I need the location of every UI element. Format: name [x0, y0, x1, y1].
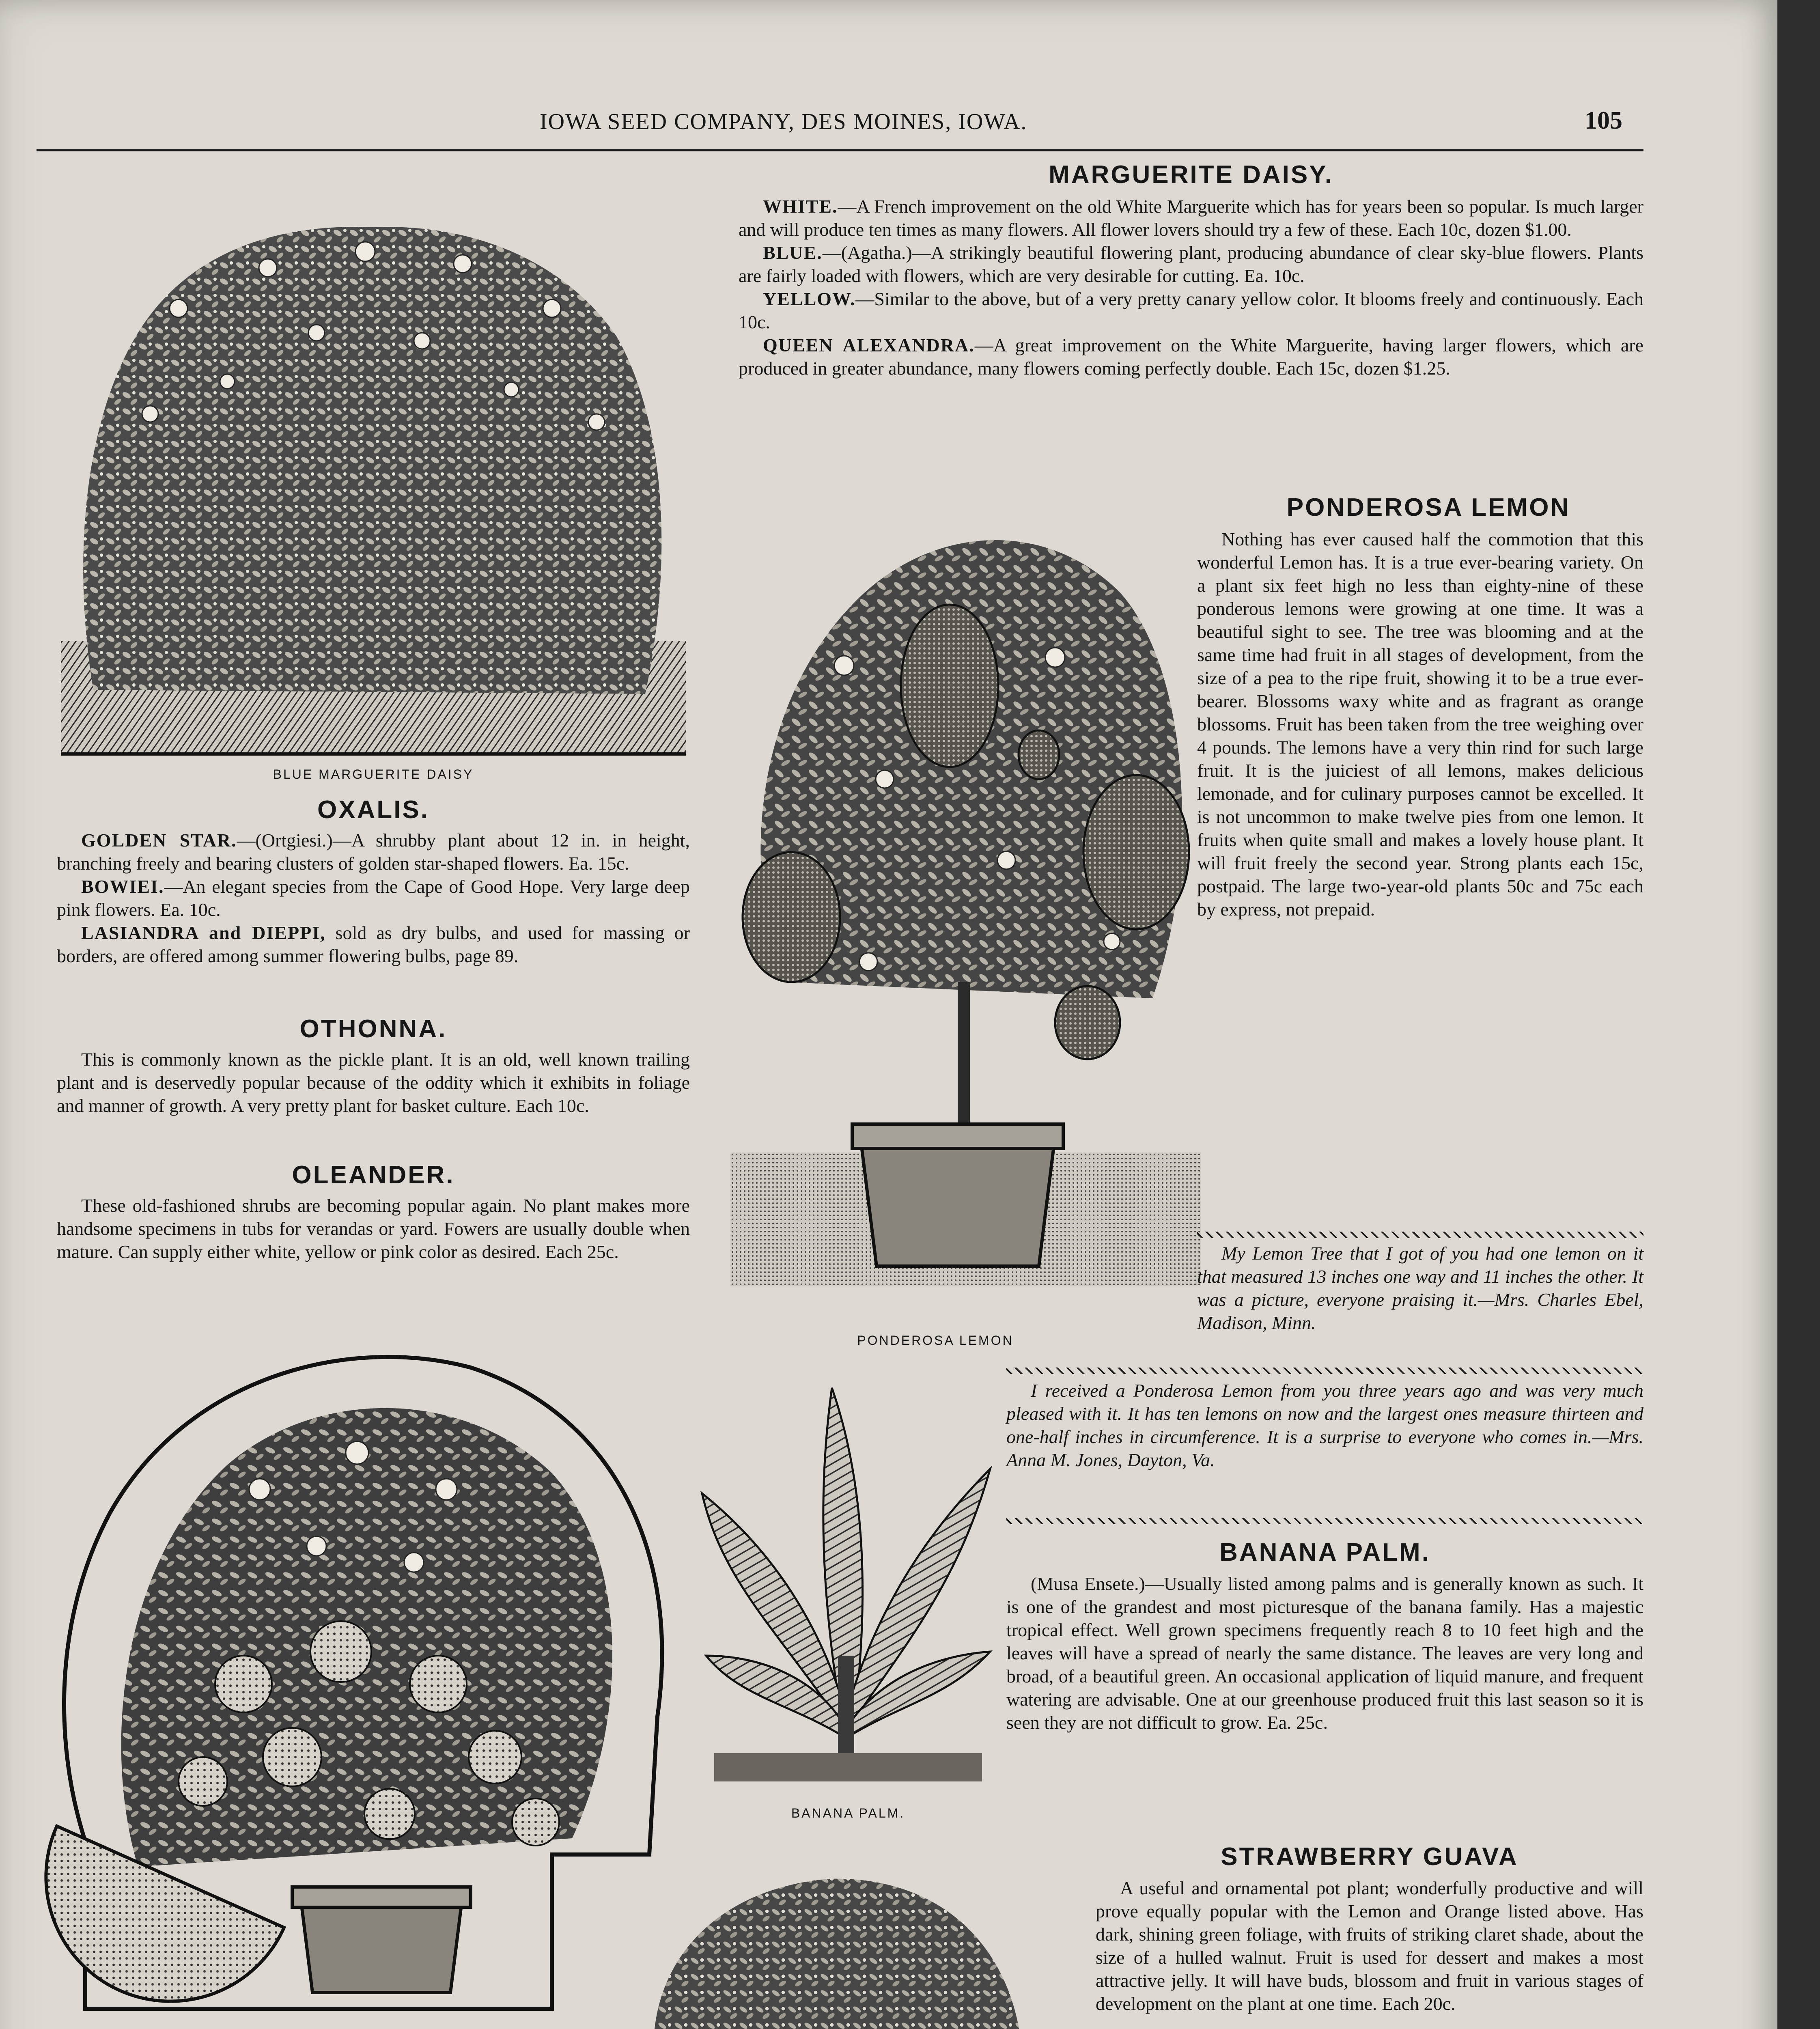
ponderosa-lemon-illustration — [722, 495, 1209, 1303]
section-title-ponderosa-lemon: PONDEROSA LEMON — [1286, 493, 1570, 521]
section-title-strawberry-guava: STRAWBERRY GUAVA — [1221, 1843, 1518, 1871]
page-number: 105 — [1585, 107, 1622, 134]
caption-blue-marguerite-daisy: BLUE MARGUERITE DAISY — [273, 767, 474, 782]
item-desc-yellow: —Similar to the above, but of a very pretty canary yellow color. It blooms freely and continuously. Each 10c. — [739, 289, 1643, 332]
item-desc-queen-alexandra: —A great improvement on the White Marguerite, having larger flowers, which are produced in greater abundance, many flowers coming perfectly double. Each 15c, dozen $1.25. — [739, 335, 1643, 379]
item-desc-golden-star: —(Ortgiesi.)—A shrubby plant about 12 in. in height, branching freely and bearing clusters of golden star-shaped flowers. Ea. 15c. — [57, 830, 690, 874]
testimonial-jones: I received a Ponderosa Lemon from you three years ago and was very much pleased with it. It has ten lemons on now and the largest ones measure thirteen and one-half inches in circumference. It is a surprise to everyone who comes in.—Mrs. Anna M. Jones, Dayton, Va. — [1006, 1380, 1643, 1470]
caption-ponderosa-lemon: PONDEROSA LEMON — [857, 1333, 1014, 1348]
ponderosa-lemon-description: Nothing has ever caused half the commotion that this wonderful Lemon has. It is a true ever-bearing variety. On a plant six feet high no less than eighty-nine of these ponderous lemons were growing at one time. It was a beautiful sight to see. The tree was blooming and at the same time had fruit in all stages of development, from the size of a pea to the ripe fruit, showing it to be a true ever-bearer. Blossoms waxy white and as fragrant as orange blossoms. Fruit has been taken from the tree weighing over 4 pounds. The lemons have a very thin rind for such large fruit. It is the juiciest of all lemons, makes delicious lemonade, and for culinary purposes cannot be excelled. It is not uncommon to make twelve pies from one lemon. It fruits when quite small and makes a lovely house plant. It will fruit freely the second year. Strong plants each 15c, postpaid. The large two-year-old plants 50c and 75c each by express, not prepaid. — [1197, 529, 1643, 920]
item-name-golden-star: GOLDEN STAR. — [81, 830, 237, 851]
section-title-oleander: OLEANDER. — [292, 1161, 455, 1189]
caption-banana-palm: BANANA PALM. — [791, 1806, 905, 1820]
item-name-bowiei: BOWIEI. — [81, 876, 164, 897]
ornament-divider — [1006, 1368, 1643, 1374]
item-name-queen-alexandra: QUEEN ALEXANDRA. — [763, 335, 975, 355]
testimonial-ebel: My Lemon Tree that I got of you had one lemon on it that measured 13 inches one way and 11 inches the other. It was a picture, everyone praising it.—Mrs. Charles Ebel, Madison, Minn. — [1197, 1243, 1643, 1333]
header-rule — [37, 149, 1643, 151]
blue-marguerite-daisy-illustration — [57, 162, 690, 763]
item-desc-lasiandra: sold as dry bulbs, and used for massing or borders, are offered among summer flowering bulbs, page 89. — [57, 922, 690, 966]
item-name-white: WHITE. — [763, 196, 838, 217]
strawberry-guava-illustration — [576, 1842, 1092, 2029]
section-title-oxalis: OXALIS. — [317, 796, 430, 824]
item-desc-bowiei: —An elegant species from the Cape of Good Hope. Very large deep pink flowers. Ea. 10c. — [57, 876, 690, 920]
section-title-marguerite-daisy: MARGUERITE DAISY. — [1049, 161, 1333, 189]
item-name-yellow: YELLOW. — [763, 289, 856, 309]
strawberry-guava-description: A useful and ornamental pot plant; wonderfully productive and will prove equally popular with the Lemon and Orange listed above. Has dark, shining green foliage, with fruits of striking claret shade, about the size of a hulled walnut. Fruit is used for dessert and makes a most attractive jelly. It will have buds, blossom and fruit in various stages of development on the plant at one time. Each 20c. — [1096, 1878, 1643, 2014]
othonna-description: This is commonly known as the pickle plant. It is an old, well known trailing plant and is deservedly popular because of the oddity which it exhibits in foliage and manner of growth. A very pretty plant for basket culture. Each 10c. — [57, 1049, 690, 1116]
item-name-lasiandra: LASIANDRA and DIEPPI, — [81, 922, 326, 943]
item-desc-blue: —(Agatha.)—A strikingly beautiful flowering plant, producing abundance of clear sky-blue flowers. Plants are fairly loaded with flowers, which are very desirable for cutting. Ea. 10c. — [739, 242, 1643, 286]
item-name-blue: BLUE. — [763, 242, 823, 263]
book-spine — [1777, 0, 1820, 2029]
section-title-othonna: OTHONNA. — [299, 1015, 447, 1043]
section-title-banana-palm: BANANA PALM. — [1219, 1538, 1430, 1566]
ornament-divider — [1006, 1518, 1643, 1524]
ornament-divider — [1197, 1232, 1643, 1238]
banana-palm-illustration — [698, 1372, 998, 1810]
oxalis-body — [57, 829, 690, 967]
marguerite-daisy-body — [739, 195, 1643, 380]
banana-palm-description: (Musa Ensete.)—Usually listed among palms and is generally known as such. It is one of the grandest and most picturesque of the banana family. Has a majestic tropical effect. Well grown specimens frequently reach 8 to 10 feet high and the leaves will have a spread of nearly the same distance. The leaves are very long and broad, of a beautiful green. An occasional application of liquid manure, and frequent watering are advisable. One at our greenhouse produced fruit this last season so it is seen they are not difficult to grow. Ea. 25c. — [1006, 1573, 1643, 1733]
oleander-description: These old-fashioned shrubs are becoming popular again. No plant makes more handsome specimens in tubs for verandas or yard. Fowers are usually double when mature. Can supply either white, yellow or pink color as desired. Each 25c. — [57, 1195, 690, 1262]
running-header: IOWA SEED COMPANY, DES MOINES, IOWA. — [540, 109, 1027, 134]
item-desc-white: —A French improvement on the old White Marguerite which has for years been so popular. Is much larger and will produce ten times as many flowers. All flower lovers should try a few of these. Each 10c, dozen $1.00. — [739, 196, 1643, 240]
